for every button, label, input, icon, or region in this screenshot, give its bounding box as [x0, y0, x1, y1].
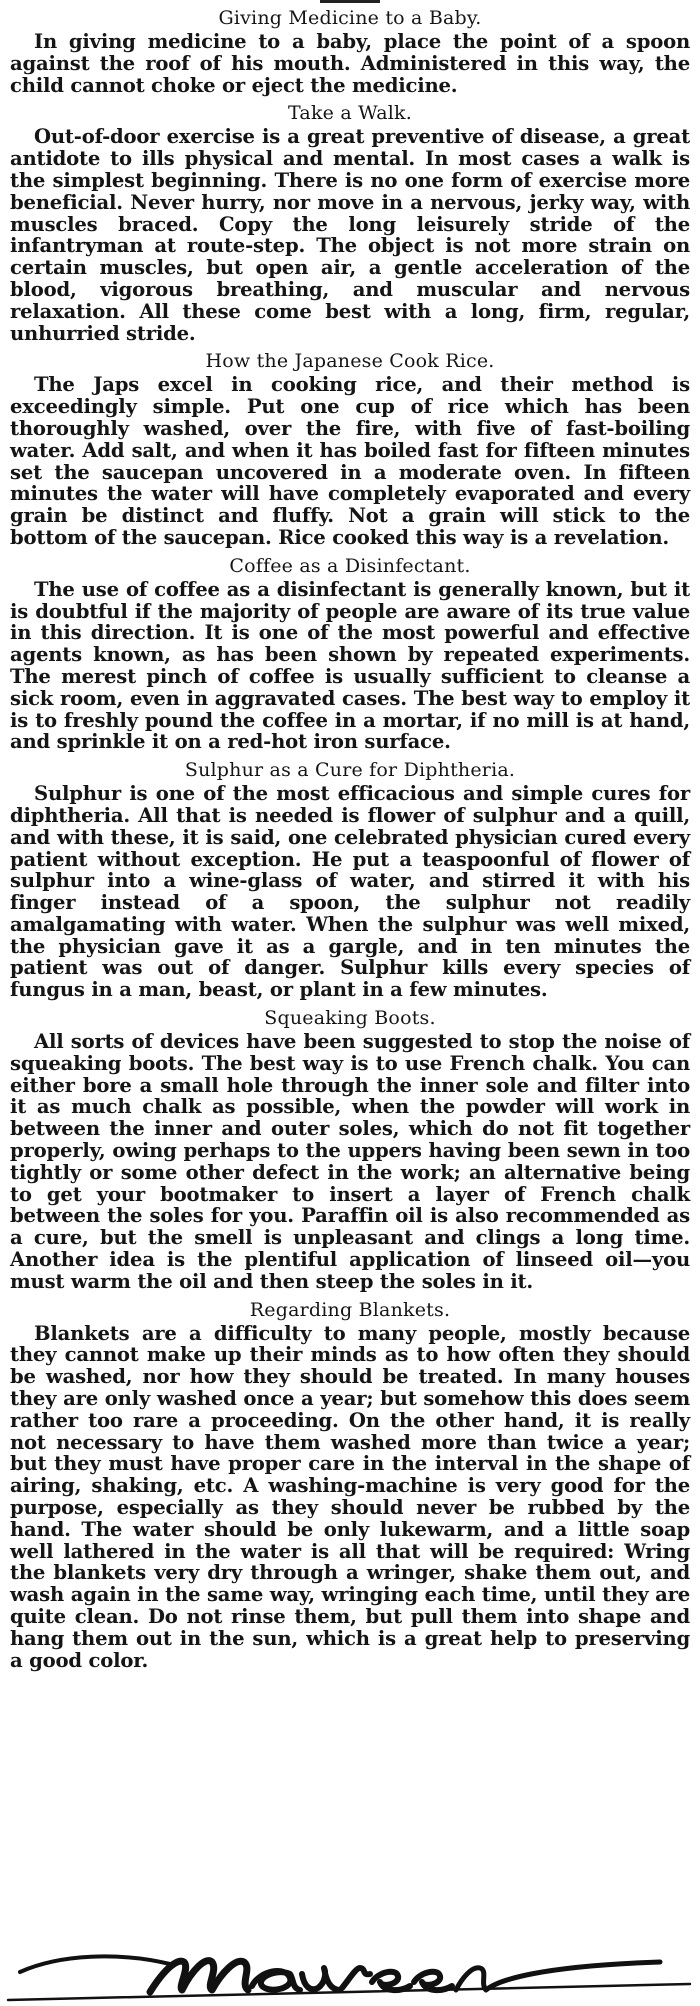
section-squeaking-boots: [10, 1007, 690, 1293]
article-column: [10, 0, 690, 1677]
section-heading: Regarding Blankets.: [249, 1298, 451, 1321]
section-heading: Sulphur as a Cure for Diphtheria.: [184, 759, 516, 782]
section-regarding-blankets: [10, 1299, 690, 1672]
section-sulphur-diphtheria: [10, 759, 690, 1001]
section-heading: Take a Walk.: [288, 102, 412, 125]
section-heading: How the Japanese Cook Rice.: [205, 350, 495, 373]
section-take-a-walk: [10, 102, 690, 344]
section-body: All sorts of devices have been suggested to stop the noise of squeaking boots. The best way is to use French chalk. You can either bore a small hole through the inner sole and filter into it as much chalk as possible, when the powder will work in between the inner and outer soles, which do not fit together properly, owing perhaps to the uppers having been sewn in too tightly or some other defect in the work; an alternative being to get your bootmaker to insert a layer of French chalk between the soles for you. Paraffin oil is also recommended as a cure, but the smell is unpleasant and clings a long time. Another idea is the plentiful application of linseed oil—you must warm the oil and then steep the soles in it.: [10, 1030, 690, 1293]
section-coffee-disinfectant: [10, 555, 690, 753]
section-heading: Coffee as a Disinfectant.: [229, 554, 471, 577]
signature-maureen-graphic: [0, 1928, 700, 2006]
section-body: Blankets are a difficulty to many people, mostly because they cannot make up their minds as to how often they should be washed, nor how they should be treated. In many houses they are only washed once a year; but somehow this does seem rather too rare a proceeding. On the other hand, it is really not necessary to have them washed more than twice a year; but they must have proper care in the interval in the shape of airing, shaking, etc. A washing-machine is very good for the purpose, especially as they should never be rubbed by the hand. The water should be only lukewarm, and a little soap well lathered in the water is all that will be required: Wring the blankets very dry through a wringer, shake them out, and wash again in the same way, wringing each time, until they are quite clean. Do not rinse them, but pull them into shape and hang them out in the sun, which is a great help to preserving a good color.: [10, 1321, 690, 1672]
section-body: Sulphur is one of the most efficacious and simple cures for diphtheria. All that is needed is flower of sulphur and a quill, and with these, it is said, one celebrated physician cured every patient without exception. He put a teaspoonful of flower of sulphur into a wine-glass of water, and stirred it with his finger instead of a spoon, the sulphur not readily amalgamating with water. When the sulphur was well mixed, the physician gave it as a gargle, and in ten minutes the patient was out of danger. Sulphur kills every species of fungus in a man, beast, or plant in a few minutes.: [10, 782, 690, 1002]
section-body: In giving medicine to a baby, place the point of a spoon against the roof of his mouth. Administered in this way, the child cannot choke or eject the medicine.: [10, 30, 690, 97]
signature: [0, 1928, 700, 2006]
section-heading: Giving Medicine to a Baby.: [218, 7, 482, 29]
section-heading: Squeaking Boots.: [264, 1007, 436, 1030]
section-body: Out-of-door exercise is a great preventive of disease, a great antidote to ills physical and mental. In most cases a walk is the simplest beginning. There is no one form of exercise more beneficial. Never hurry, nor move in a nervous, jerky way, with muscles braced. Copy the long leisurely stride of the infantryman at route-step. The object is not more strain on certain muscles, but open air, a gentle acceleration of the blood, vigorous breathing, and muscular and nervous relaxation. All these come best with a long, firm, regular, unhurried stride.: [10, 125, 690, 345]
section-body: The Japs excel in cooking rice, and their method is exceedingly simple. Put one cup of rice which has been thoroughly washed, over the fire, with five of fast-boiling water. Add salt, and when it has boiled fast for fifteen minutes set the saucepan uncovered in a moderate oven. In fifteen minutes the water will have completely evaporated and every grain be distinct and fluffy. Not a grain will stick to the bottom of the saucepan. Rice cooked this way is a revelation.: [10, 373, 690, 549]
section-giving-medicine: [10, 7, 690, 96]
section-body: The use of coffee as a disinfectant is generally known, but it is doubtful if the majority of people are aware of its true value in this direction. It is one of the most powerful and effective agents known, as has been shown by repeated experiments. The merest pinch of coffee is usually sufficient to cleanse a sick room, even in aggravated cases. The best way to employ it is to freshly pound the coffee in a mortar, if no mill is at hand, and sprinkle it on a red-hot iron surface.: [10, 577, 690, 754]
top-rule: [320, 0, 380, 3]
section-japanese-rice: [10, 350, 690, 548]
